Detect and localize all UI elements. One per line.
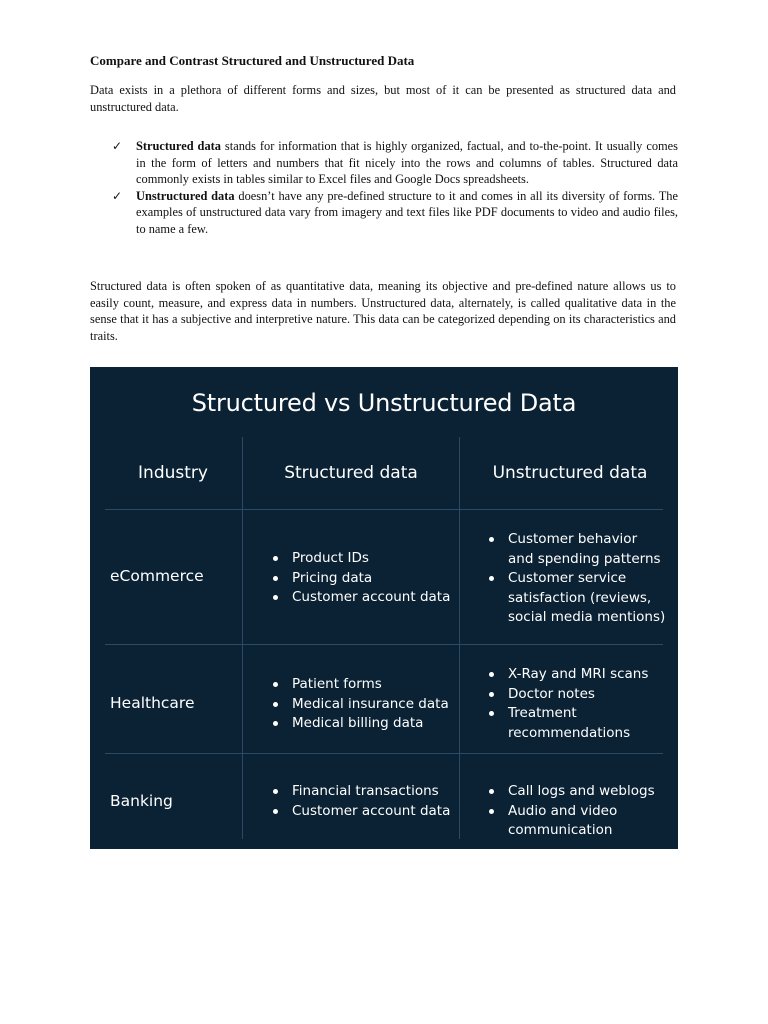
unstructured-list-ecommerce <box>486 530 666 628</box>
comparison-infographic <box>90 367 678 849</box>
list-item: Treatment recommendations <box>486 704 666 743</box>
structured-list-healthcare <box>270 675 455 734</box>
list-item: Customer account data <box>270 588 455 608</box>
definition-unstructured: doesn’t have any pre-defined structure to it and comes in all its diversity of forms. The examples of unstructured data vary from imagery and text files like PDF documents to video and audio files, to name a few. <box>136 188 678 236</box>
row-divider <box>105 509 663 510</box>
unstructured-list-banking <box>486 782 666 841</box>
industry-ecommerce: eCommerce <box>110 567 204 585</box>
row-divider <box>105 644 663 645</box>
checkmark-icon: ✓ <box>112 188 123 203</box>
list-item: X-Ray and MRI scans <box>486 665 666 685</box>
list-item: Product IDs <box>270 549 455 569</box>
header-unstructured: Unstructured data <box>492 463 648 483</box>
structured-list-banking <box>270 782 455 821</box>
definition-list <box>90 138 678 237</box>
infographic-title: Structured vs Unstructured Data <box>191 389 577 417</box>
list-item: Audio and video communication <box>486 802 666 841</box>
definition-structured: stands for information that is highly organized, factual, and to-the-point. It usually comes in the form of letters and numbers that fit nicely into the rows and columns of tables. Structured data commonly exists in tables similar to Excel files and Google Docs spreadsheets. <box>136 139 678 186</box>
term-structured: Structured data <box>136 139 221 153</box>
unstructured-list-healthcare <box>486 665 666 743</box>
document-title: Compare and Contrast Structured and Unstructured Data <box>90 53 415 68</box>
term-unstructured: Unstructured data <box>136 188 235 203</box>
list-item: Customer service satisfaction (reviews, social media mentions) <box>486 569 666 628</box>
structured-list-ecommerce <box>270 549 455 608</box>
list-item: Medical billing data <box>270 714 455 734</box>
industry-banking: Banking <box>110 792 173 810</box>
list-item: Doctor notes <box>486 685 666 705</box>
list-item: Pricing data <box>270 569 455 589</box>
list-item: Call logs and weblogs <box>486 782 666 802</box>
list-item: Customer account data <box>270 802 455 822</box>
column-divider <box>459 437 460 839</box>
list-item: Patient forms <box>270 675 455 695</box>
list-item: Customer behavior and spending patterns <box>486 530 666 569</box>
list-item <box>90 138 678 188</box>
list-item: Financial transactions <box>270 782 455 802</box>
industry-healthcare: Healthcare <box>110 694 195 712</box>
header-industry: Industry <box>138 463 208 483</box>
checkmark-icon: ✓ <box>112 139 123 153</box>
header-structured: Structured data <box>284 463 418 483</box>
intro-paragraph: Data exists in a plethora of different forms and sizes, but most of it can be presented as structured data and unstructured data. <box>90 83 676 114</box>
list-item <box>90 188 678 238</box>
summary-paragraph: Structured data is often spoken of as quantitative data, meaning its objective and pre-defined nature allows us to easily count, measure, and express data in numbers. Unstructured data, alternately, is called qualitative data in the sense that it has a subjective and interpretive nature. This data can be categorized depending on its characteristics and traits. <box>90 279 676 343</box>
row-divider <box>105 753 663 754</box>
list-item: Medical insurance data <box>270 695 455 715</box>
column-divider <box>242 437 243 839</box>
